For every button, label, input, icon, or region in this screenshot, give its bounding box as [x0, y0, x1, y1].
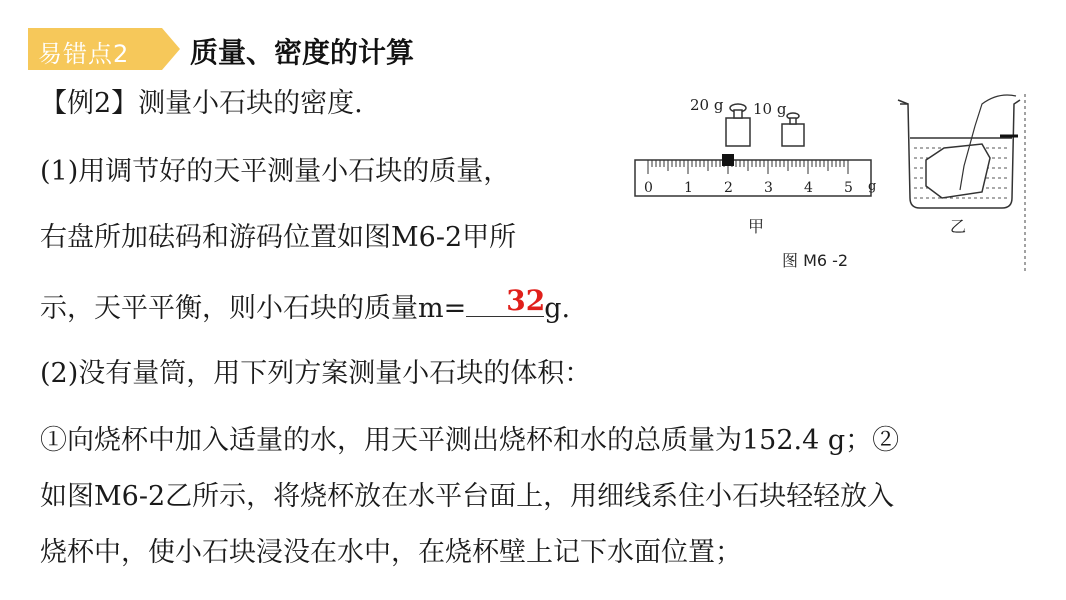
answer-value: 32 [506, 284, 546, 317]
step-line1: ①向烧杯中加入适量的水，用天平测出烧杯和水的总质量为152.4 g；② [40, 425, 900, 456]
step-line2: 如图M6-2乙所示，将烧杯放在水平台面上，用细线系住小石块轻轻放入 [40, 481, 895, 512]
ruler-tick-label: 5 [844, 180, 853, 196]
ruler-tick-label: 4 [804, 180, 813, 196]
ruler-unit: g [868, 179, 877, 194]
rider-slider [722, 154, 734, 166]
mass-unit: g. [544, 293, 571, 324]
figure-m6-2 [630, 86, 1030, 272]
mass-question-text: 示，天平平衡，则小石块的质量m= [40, 293, 467, 324]
ruler-tick-label: 0 [644, 180, 653, 196]
beaker-with-stone [898, 94, 1025, 272]
ruler-tick-label: 3 [764, 180, 773, 196]
question-part1-line2: 右盘所加砝码和游码位置如图M6-2甲所 [40, 222, 517, 253]
question-part2-heading: (2)没有量筒，用下列方案测量小石块的体积： [40, 358, 592, 389]
tag-label: 易错点2 [38, 40, 130, 68]
weight-10g-label: 10 g [753, 100, 787, 118]
weight-20g [726, 104, 750, 146]
answer-blank [466, 284, 546, 317]
example-heading: 【例2】测量小石块的密度. [40, 88, 363, 119]
question-part1-line1: (1)用调节好的天平测量小石块的质量， [40, 156, 511, 187]
ruler-tick-label: 1 [684, 180, 693, 196]
step-line3: 烧杯中，使小石块浸没在水中，在烧杯壁上记下水面位置； [40, 537, 742, 568]
section-title: 质量、密度的计算 [190, 36, 415, 69]
question-part1-line3 [40, 284, 571, 327]
ruler-tick-label: 2 [724, 180, 733, 196]
label-yi: 乙 [950, 217, 967, 236]
weight-20g-label: 20 g [690, 96, 724, 114]
rider-ruler [635, 154, 871, 196]
error-point-tag [28, 28, 180, 70]
label-jia: 甲 [748, 217, 765, 236]
figure-caption: 图 M6 -2 [782, 251, 849, 270]
